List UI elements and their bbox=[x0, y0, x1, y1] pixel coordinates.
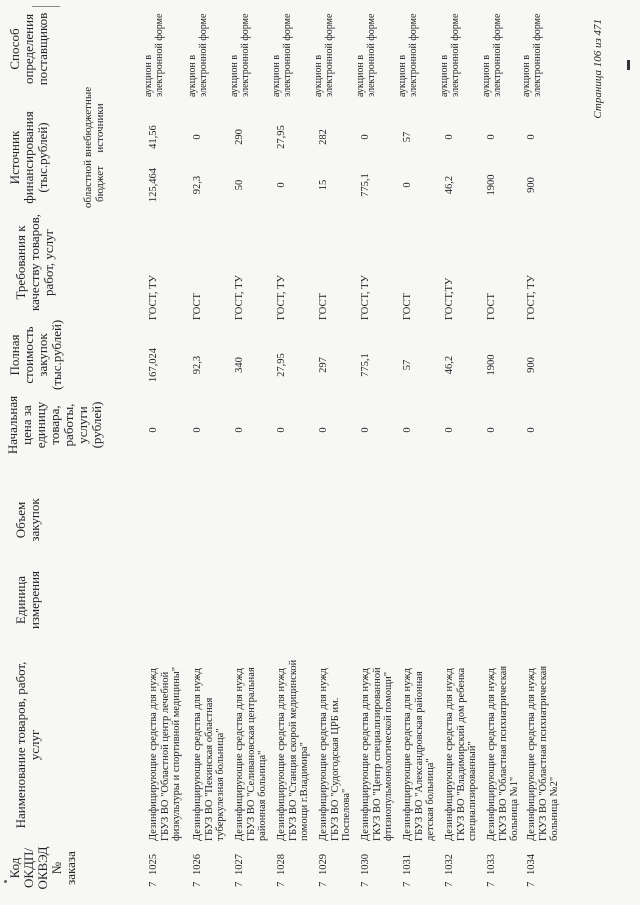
row-full-cost: 775,1 bbox=[360, 353, 371, 377]
row-name: Дезинфицирующие средства для нужд ГКУЗ ВО "Центр специализированной фтизиопульмонологической помощи" bbox=[360, 667, 394, 841]
header-full-cost: Полная стоимость закупок (тыс.рублей) bbox=[7, 319, 64, 390]
row-price: 0 bbox=[276, 427, 287, 433]
row-full-cost: 92,3 bbox=[192, 355, 203, 375]
row-source-vnb: 57 bbox=[402, 131, 413, 143]
row-name: Дезинфицирующие средства для нужд ГБУЗ ВО "Александровская районная детская больница" bbox=[402, 668, 436, 841]
row-requirements: ГОСТ bbox=[402, 293, 413, 320]
row-code: 7 bbox=[148, 881, 159, 887]
row-requirements: ГОСТ, ТУ bbox=[234, 275, 245, 320]
table-row bbox=[396, 0, 436, 905]
table-row bbox=[142, 0, 182, 905]
row-way: аукцион в электронной форме bbox=[397, 13, 419, 97]
row-way: аукцион в электронной форме bbox=[481, 13, 503, 97]
row-way: аукцион в электронной форме bbox=[143, 13, 165, 97]
row-number: 1031 bbox=[402, 854, 413, 875]
row-full-cost: 340 bbox=[234, 357, 245, 373]
row-requirements: ГОСТ, ТУ bbox=[526, 275, 537, 320]
row-full-cost: 900 bbox=[526, 357, 537, 373]
row-number: 1033 bbox=[486, 854, 497, 875]
row-price: 0 bbox=[234, 427, 245, 433]
row-source-vnb: 27,95 bbox=[276, 125, 287, 149]
row-code: 7 bbox=[234, 881, 245, 887]
row-way: аукцион в электронной форме bbox=[521, 13, 543, 97]
row-code: 7 bbox=[444, 881, 455, 887]
row-price: 0 bbox=[192, 427, 203, 433]
row-name: Дезинфицирующие средства для нужд ГБУЗ ВО "Областной центр лечебной физкультуры и спортивной медицины" bbox=[148, 666, 182, 841]
row-source-obl: 15 bbox=[318, 179, 329, 191]
row-code: 7 bbox=[486, 881, 497, 887]
row-way: аукцион в электронной форме bbox=[229, 13, 251, 97]
row-way: аукцион в электронной форме bbox=[439, 13, 461, 97]
row-price: 0 bbox=[318, 427, 329, 433]
table-row bbox=[480, 0, 520, 905]
row-source-obl: 0 bbox=[402, 182, 413, 188]
row-full-cost: 46,2 bbox=[444, 355, 455, 375]
row-name: Дезинфицирующие средства для нужд ГБУЗ ВО "Пекинская областная туберкулезная больница" bbox=[192, 668, 226, 841]
page-footer: Страница 106 из 471 bbox=[592, 19, 604, 119]
row-source-vnb: 282 bbox=[318, 129, 329, 145]
table-row bbox=[312, 0, 352, 905]
row-way: аукцион в электронной форме bbox=[187, 13, 209, 97]
row-price: 0 bbox=[486, 427, 497, 433]
row-price: 0 bbox=[526, 427, 537, 433]
row-code: 7 bbox=[360, 881, 371, 887]
row-number: 1032 bbox=[444, 854, 455, 875]
header-code: Код ОКДП/ ОКВЭД № заказа bbox=[7, 846, 78, 890]
row-source-obl: 1900 bbox=[486, 174, 497, 196]
row-source-vnb: 0 bbox=[192, 134, 203, 140]
row-source-obl: 125,464 bbox=[148, 167, 159, 203]
header-unit: Единица измерения bbox=[13, 570, 42, 630]
row-name: Дезинфицирующие средства для нужд ГБУЗ ВО "Станция скорой медицинской помощи г.Владимира" bbox=[276, 659, 310, 841]
row-number: 1030 bbox=[360, 854, 371, 875]
row-name: Дезинфицирующие средства для нужд ГКУЗ ВО "Областная психиатрическая больница №1" bbox=[486, 665, 520, 841]
row-name: Дезинфицирующие средства для нужд ГКУЗ ВО "Областная психиатрическая больница №2" bbox=[526, 665, 560, 841]
row-requirements: ГОСТ, ТУ bbox=[276, 275, 287, 320]
row-name: Дезинфицирующие средства для нужд ГБУЗ ВО "Селивановская центральная районная больница" bbox=[234, 667, 268, 841]
row-source-obl: 46,2 bbox=[444, 175, 455, 195]
row-requirements: ГОСТ,ТУ bbox=[444, 277, 455, 320]
row-name: Дезинфицирующие средства для нужд ГБУЗ ВО "Судогодская ЦРБ им. Поспелова" bbox=[318, 668, 352, 841]
row-full-cost: 27,95 bbox=[276, 353, 287, 377]
table-row bbox=[438, 0, 478, 905]
row-code: 7 bbox=[318, 881, 329, 887]
row-full-cost: 297 bbox=[318, 357, 329, 373]
row-code: 7 bbox=[192, 881, 203, 887]
row-requirements: ГОСТ, ТУ bbox=[148, 275, 159, 320]
table-row bbox=[228, 0, 268, 905]
row-source-vnb: 290 bbox=[234, 129, 245, 145]
row-source-obl: 0 bbox=[276, 182, 287, 188]
row-name: Дезинфицирующие средства для нужд ГКУЗ ВО "Владимирский дом ребенка специализированный" bbox=[444, 667, 478, 841]
row-requirements: ГОСТ bbox=[486, 293, 497, 320]
row-price: 0 bbox=[360, 427, 371, 433]
row-source-vnb: 0 bbox=[526, 134, 537, 140]
header-way: Способ определения поставщиков bbox=[7, 12, 50, 86]
header-source-obl: областной бюджет bbox=[82, 159, 106, 209]
header-source: Источник финансирования (тыс.рублей) bbox=[7, 111, 50, 204]
row-full-cost: 1900 bbox=[486, 354, 497, 376]
row-full-cost: 167,024 bbox=[148, 347, 159, 383]
row-way: аукцион в электронной форме bbox=[271, 13, 293, 97]
row-number: 1025 bbox=[148, 854, 159, 875]
row-source-vnb: 0 bbox=[486, 134, 497, 140]
row-code: 7 bbox=[276, 881, 287, 887]
row-source-vnb: 41,56 bbox=[148, 125, 159, 149]
row-price: 0 bbox=[444, 427, 455, 433]
header-price: Начальная цена за единицу товара, работы, услуги (рублей) bbox=[5, 395, 104, 455]
row-number: 1034 bbox=[526, 854, 537, 875]
row-number: 1029 bbox=[318, 854, 329, 875]
row-requirements: ГОСТ bbox=[318, 293, 329, 320]
row-source-obl: 50 bbox=[234, 179, 245, 191]
header-name: Наименование товаров, работ, услуг bbox=[13, 661, 42, 829]
row-source-vnb: 0 bbox=[444, 134, 455, 140]
header-volume: Объем закупок bbox=[13, 498, 42, 542]
row-source-obl: 900 bbox=[526, 177, 537, 193]
row-number: 1027 bbox=[234, 854, 245, 875]
header-requirements: Требования к качеству товаров, работ, услуг bbox=[13, 213, 56, 312]
table-row bbox=[270, 0, 310, 905]
row-source-obl: 775,1 bbox=[360, 173, 371, 197]
row-requirements: ГОСТ bbox=[192, 293, 203, 320]
header-source-vnb: внебюджетные источники bbox=[82, 86, 106, 157]
row-code: 7 bbox=[402, 881, 413, 887]
row-number: 1028 bbox=[276, 854, 287, 875]
table-row bbox=[520, 0, 560, 905]
row-source-vnb: 0 bbox=[360, 134, 371, 140]
header-edge-mark bbox=[32, 6, 60, 7]
row-code: 7 bbox=[526, 881, 537, 887]
row-way: аукцион в электронной форме bbox=[313, 13, 335, 97]
row-way: аукцион в электронной форме bbox=[355, 13, 377, 97]
row-full-cost: 57 bbox=[402, 359, 413, 371]
row-source-obl: 92,3 bbox=[192, 175, 203, 195]
table-row bbox=[186, 0, 226, 905]
table-row bbox=[354, 0, 394, 905]
row-price: 0 bbox=[402, 427, 413, 433]
row-number: 1026 bbox=[192, 854, 203, 875]
row-requirements: ГОСТ, ТУ bbox=[360, 275, 371, 320]
row-price: 0 bbox=[148, 427, 159, 433]
